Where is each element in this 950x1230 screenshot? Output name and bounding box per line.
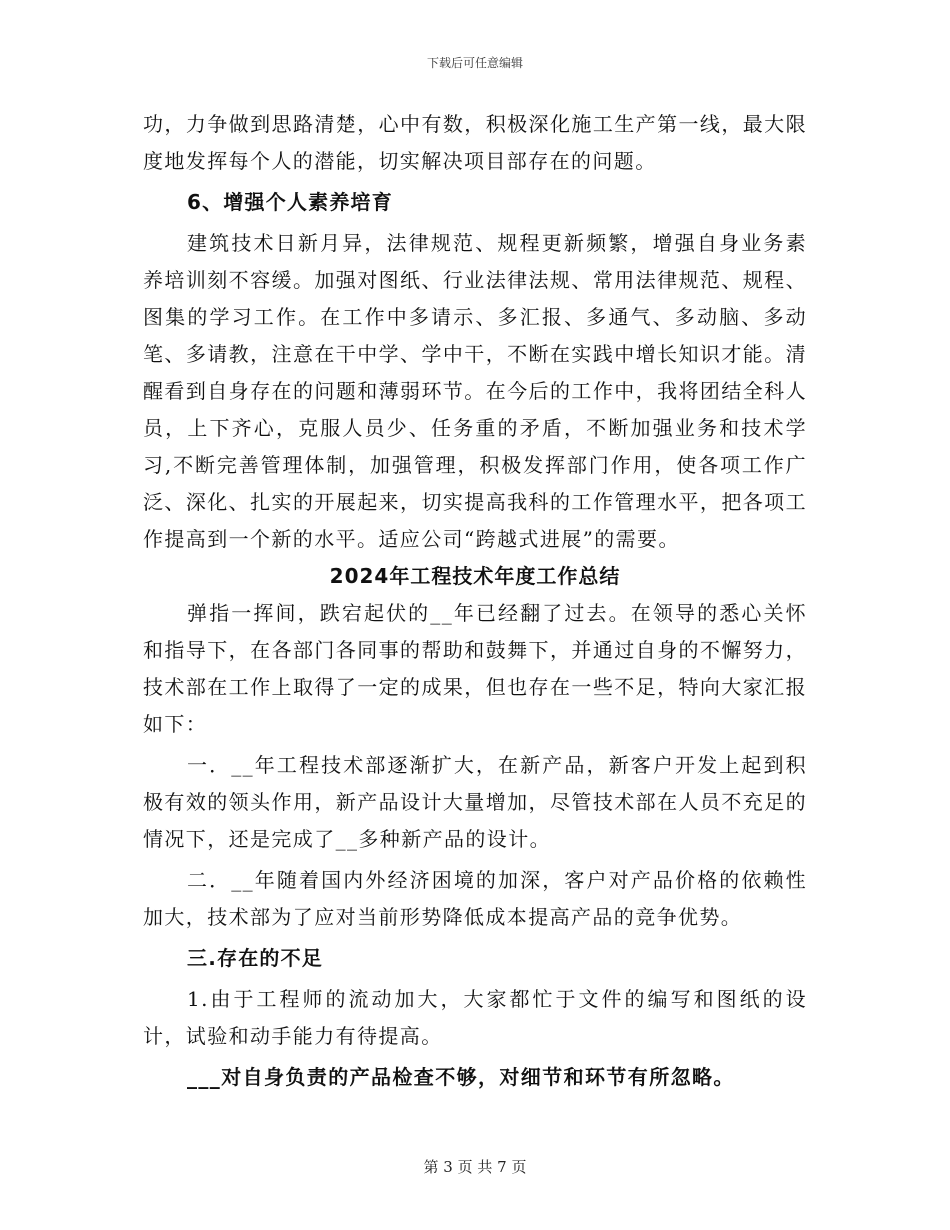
page-number: 第 3 页 共 7 页 [423,1158,527,1176]
paragraph-shortcoming-2: ___对自身负责的产品检查不够，对细节和环节有所忽略。 [187,1065,735,1089]
paragraph-item-2: 二．__年随着国内外经济困境的加深，客户对产品价格的依赖性加大，技术部为了应对当前形势降低成本提高产品的竞争优势。 [143,868,807,929]
paragraph-skills: 建筑技术日新月异，法律规范、规程更新频繁，增强自身业务素养培训刻不容缓。加强对图纸、行业法律法规、常用法律规范、规程、图集的学习工作。在工作中多请示、多汇报、多通气、多动脑、多动笔、多请教，注意在干中学、学中干，不断在实践中增长知识才能。清醒看到自身存在的问题和薄弱环节。在今后的工作中，我将团结全科人员，上下齐心，克服人员少、任务重的矛盾，不断加强业务和技术学习,不断完善管理体制，加强管理，积极发挥部门作用，使各项工作广泛、深化、扎实的开展起来，切实提高我科的工作管理水平，把各项工作提高到一个新的水平。适应公司“跨越式进展”的需要。 [143,231,807,551]
document-title: 2024年工程技术年度工作总结 [329,564,621,588]
paragraph-continuation: 功，力争做到思路清楚，心中有数，积极深化施工生产第一线，最大限度地发挥每个人的潜能，切实解决项目部存在的问题。 [143,112,807,173]
paragraph-item-1: 一．__年工程技术部逐渐扩大，在新产品，新客户开发上起到积极有效的领头作用，新产品设计大量增加，尽管技术部在人员不充足的情况下，还是完成了__多种新产品的设计。 [143,753,807,851]
section-heading-6: 6、增强个人素养培育 [187,190,393,214]
section-heading-3: 三.存在的不足 [187,946,323,970]
header-note: 下载后可任意编辑 [426,56,523,70]
paragraph-shortcoming-1: 1.由于工程师的流动加大，大家都忙于文件的编写和图纸的设计，试验和动手能力有待提高。 [143,987,807,1048]
document-body [143,106,807,1096]
paragraph-intro: 弹指一挥间，跌宕起伏的__年已经翻了过去。在领导的悉心关怀和指导下，在各部门各同事的帮助和鼓舞下，并通过自身的不懈努力，技术部在工作上取得了一定的成果，但也存在一些不足，特向大家汇报如下： [143,601,807,736]
